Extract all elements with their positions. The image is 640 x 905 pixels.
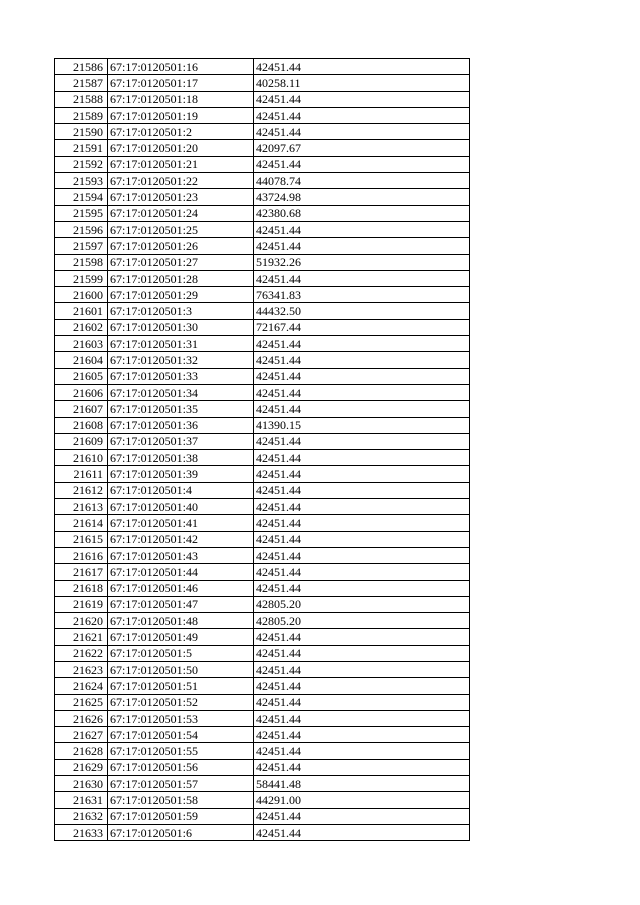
table-row <box>55 499 470 515</box>
row-number-cell: 21633 <box>55 824 108 840</box>
cadastral-number-cell: 67:17:0120501:42 <box>108 531 254 547</box>
cadastral-number-cell: 67:17:0120501:19 <box>108 107 254 123</box>
table-row <box>55 808 470 824</box>
row-number-cell: 21621 <box>55 629 108 645</box>
cadastral-number-cell: 67:17:0120501:5 <box>108 645 254 661</box>
value-cell: 40258.11 <box>254 75 470 91</box>
value-cell: 58441.48 <box>254 776 470 792</box>
table-row <box>55 450 470 466</box>
row-number-cell: 21607 <box>55 401 108 417</box>
value-cell: 42451.44 <box>254 401 470 417</box>
value-cell: 42451.44 <box>254 270 470 286</box>
table-row <box>55 205 470 221</box>
cadastral-number-cell: 67:17:0120501:31 <box>108 336 254 352</box>
value-cell: 42451.44 <box>254 824 470 840</box>
cadastral-number-cell: 67:17:0120501:33 <box>108 368 254 384</box>
value-cell: 42451.44 <box>254 645 470 661</box>
row-number-cell: 21588 <box>55 91 108 107</box>
value-cell: 42805.20 <box>254 596 470 612</box>
table-row <box>55 776 470 792</box>
cadastral-number-cell: 67:17:0120501:38 <box>108 450 254 466</box>
row-number-cell: 21587 <box>55 75 108 91</box>
row-number-cell: 21602 <box>55 319 108 335</box>
cadastral-number-cell: 67:17:0120501:37 <box>108 433 254 449</box>
value-cell: 42451.44 <box>254 124 470 140</box>
cadastral-number-cell: 67:17:0120501:48 <box>108 613 254 629</box>
value-cell: 42451.44 <box>254 743 470 759</box>
cadastral-number-cell: 67:17:0120501:55 <box>108 743 254 759</box>
table-row <box>55 417 470 433</box>
cadastral-number-cell: 67:17:0120501:47 <box>108 596 254 612</box>
value-cell: 42451.44 <box>254 384 470 400</box>
value-cell: 42451.44 <box>254 336 470 352</box>
row-number-cell: 21630 <box>55 776 108 792</box>
table-row <box>55 287 470 303</box>
table-row <box>55 564 470 580</box>
table-row <box>55 482 470 498</box>
cadastral-number-cell: 67:17:0120501:18 <box>108 91 254 107</box>
row-number-cell: 21632 <box>55 808 108 824</box>
cadastral-number-cell: 67:17:0120501:17 <box>108 75 254 91</box>
table-row <box>55 303 470 319</box>
row-number-cell: 21592 <box>55 156 108 172</box>
value-cell: 51932.26 <box>254 254 470 270</box>
value-cell: 41390.15 <box>254 417 470 433</box>
row-number-cell: 21612 <box>55 482 108 498</box>
value-cell: 42451.44 <box>254 238 470 254</box>
row-number-cell: 21616 <box>55 547 108 563</box>
cadastral-number-cell: 67:17:0120501:44 <box>108 564 254 580</box>
cadastral-number-cell: 67:17:0120501:56 <box>108 759 254 775</box>
cadastral-number-cell: 67:17:0120501:28 <box>108 270 254 286</box>
cadastral-number-cell: 67:17:0120501:43 <box>108 547 254 563</box>
row-number-cell: 21603 <box>55 336 108 352</box>
table-row <box>55 173 470 189</box>
row-number-cell: 21628 <box>55 743 108 759</box>
value-cell: 42451.44 <box>254 433 470 449</box>
table-row <box>55 759 470 775</box>
value-cell: 42451.44 <box>254 808 470 824</box>
cadastral-number-cell: 67:17:0120501:58 <box>108 792 254 808</box>
table-row <box>55 613 470 629</box>
value-cell: 42451.44 <box>254 156 470 172</box>
value-cell: 76341.83 <box>254 287 470 303</box>
cadastral-number-cell: 67:17:0120501:29 <box>108 287 254 303</box>
value-cell: 42451.44 <box>254 91 470 107</box>
value-cell: 42097.67 <box>254 140 470 156</box>
cadastral-number-cell: 67:17:0120501:25 <box>108 221 254 237</box>
cadastral-number-cell: 67:17:0120501:36 <box>108 417 254 433</box>
row-number-cell: 21600 <box>55 287 108 303</box>
table-row <box>55 384 470 400</box>
table-row <box>55 270 470 286</box>
table-row <box>55 433 470 449</box>
table-row <box>55 596 470 612</box>
table-row <box>55 466 470 482</box>
value-cell: 42451.44 <box>254 759 470 775</box>
cadastral-number-cell: 67:17:0120501:59 <box>108 808 254 824</box>
row-number-cell: 21610 <box>55 450 108 466</box>
cadastral-number-cell: 67:17:0120501:34 <box>108 384 254 400</box>
value-cell: 42451.44 <box>254 547 470 563</box>
row-number-cell: 21631 <box>55 792 108 808</box>
value-cell: 42380.68 <box>254 205 470 221</box>
cadastral-number-cell: 67:17:0120501:53 <box>108 710 254 726</box>
cadastral-number-cell: 67:17:0120501:50 <box>108 661 254 677</box>
cadastral-number-cell: 67:17:0120501:41 <box>108 515 254 531</box>
value-cell: 44078.74 <box>254 173 470 189</box>
cadastral-number-cell: 67:17:0120501:22 <box>108 173 254 189</box>
value-cell: 42451.44 <box>254 710 470 726</box>
table-row <box>55 547 470 563</box>
table-row <box>55 75 470 91</box>
value-cell: 42451.44 <box>254 221 470 237</box>
row-number-cell: 21608 <box>55 417 108 433</box>
table-row <box>55 189 470 205</box>
row-number-cell: 21609 <box>55 433 108 449</box>
value-cell: 42805.20 <box>254 613 470 629</box>
cadastral-number-cell: 67:17:0120501:6 <box>108 824 254 840</box>
table-row <box>55 727 470 743</box>
cadastral-number-cell: 67:17:0120501:57 <box>108 776 254 792</box>
row-number-cell: 21595 <box>55 205 108 221</box>
table-row <box>55 319 470 335</box>
cadastral-number-cell: 67:17:0120501:51 <box>108 678 254 694</box>
row-number-cell: 21619 <box>55 596 108 612</box>
data-table <box>54 58 470 841</box>
row-number-cell: 21598 <box>55 254 108 270</box>
table-row <box>55 401 470 417</box>
row-number-cell: 21596 <box>55 221 108 237</box>
row-number-cell: 21624 <box>55 678 108 694</box>
row-number-cell: 21629 <box>55 759 108 775</box>
cadastral-number-cell: 67:17:0120501:49 <box>108 629 254 645</box>
table-row <box>55 124 470 140</box>
cadastral-number-cell: 67:17:0120501:39 <box>108 466 254 482</box>
value-cell: 72167.44 <box>254 319 470 335</box>
table-row <box>55 368 470 384</box>
row-number-cell: 21614 <box>55 515 108 531</box>
row-number-cell: 21623 <box>55 661 108 677</box>
table-row <box>55 710 470 726</box>
value-cell: 42451.44 <box>254 678 470 694</box>
value-cell: 42451.44 <box>254 629 470 645</box>
row-number-cell: 21604 <box>55 352 108 368</box>
value-cell: 43724.98 <box>254 189 470 205</box>
cadastral-number-cell: 67:17:0120501:4 <box>108 482 254 498</box>
table-row <box>55 254 470 270</box>
row-number-cell: 21615 <box>55 531 108 547</box>
row-number-cell: 21627 <box>55 727 108 743</box>
table-row <box>55 678 470 694</box>
table-row <box>55 156 470 172</box>
row-number-cell: 21601 <box>55 303 108 319</box>
cadastral-number-cell: 67:17:0120501:52 <box>108 694 254 710</box>
row-number-cell: 21589 <box>55 107 108 123</box>
row-number-cell: 21590 <box>55 124 108 140</box>
table-row <box>55 531 470 547</box>
value-cell: 42451.44 <box>254 515 470 531</box>
value-cell: 42451.44 <box>254 727 470 743</box>
value-cell: 44291.00 <box>254 792 470 808</box>
cadastral-number-cell: 67:17:0120501:3 <box>108 303 254 319</box>
table-row <box>55 352 470 368</box>
table-body <box>55 59 470 841</box>
table-row <box>55 661 470 677</box>
value-cell: 42451.44 <box>254 59 470 75</box>
cadastral-number-cell: 67:17:0120501:21 <box>108 156 254 172</box>
table-row <box>55 645 470 661</box>
cadastral-number-cell: 67:17:0120501:40 <box>108 499 254 515</box>
table-row <box>55 221 470 237</box>
row-number-cell: 21586 <box>55 59 108 75</box>
table-row <box>55 238 470 254</box>
value-cell: 42451.44 <box>254 499 470 515</box>
value-cell: 42451.44 <box>254 564 470 580</box>
row-number-cell: 21618 <box>55 580 108 596</box>
table-row <box>55 629 470 645</box>
value-cell: 42451.44 <box>254 482 470 498</box>
table-row <box>55 515 470 531</box>
row-number-cell: 21620 <box>55 613 108 629</box>
row-number-cell: 21611 <box>55 466 108 482</box>
cadastral-number-cell: 67:17:0120501:27 <box>108 254 254 270</box>
table-row <box>55 336 470 352</box>
table-row <box>55 140 470 156</box>
row-number-cell: 21594 <box>55 189 108 205</box>
value-cell: 42451.44 <box>254 450 470 466</box>
row-number-cell: 21605 <box>55 368 108 384</box>
table-row <box>55 792 470 808</box>
table-row <box>55 59 470 75</box>
row-number-cell: 21591 <box>55 140 108 156</box>
value-cell: 42451.44 <box>254 661 470 677</box>
cadastral-number-cell: 67:17:0120501:35 <box>108 401 254 417</box>
value-cell: 42451.44 <box>254 368 470 384</box>
cadastral-number-cell: 67:17:0120501:54 <box>108 727 254 743</box>
row-number-cell: 21597 <box>55 238 108 254</box>
table-row <box>55 694 470 710</box>
row-number-cell: 21617 <box>55 564 108 580</box>
cadastral-number-cell: 67:17:0120501:46 <box>108 580 254 596</box>
row-number-cell: 21626 <box>55 710 108 726</box>
row-number-cell: 21622 <box>55 645 108 661</box>
cadastral-number-cell: 67:17:0120501:24 <box>108 205 254 221</box>
value-cell: 44432.50 <box>254 303 470 319</box>
value-cell: 42451.44 <box>254 694 470 710</box>
value-cell: 42451.44 <box>254 531 470 547</box>
table-row <box>55 743 470 759</box>
row-number-cell: 21613 <box>55 499 108 515</box>
table-row <box>55 91 470 107</box>
value-cell: 42451.44 <box>254 352 470 368</box>
cadastral-number-cell: 67:17:0120501:20 <box>108 140 254 156</box>
cadastral-number-cell: 67:17:0120501:26 <box>108 238 254 254</box>
value-cell: 42451.44 <box>254 580 470 596</box>
value-cell: 42451.44 <box>254 466 470 482</box>
value-cell: 42451.44 <box>254 107 470 123</box>
cadastral-number-cell: 67:17:0120501:16 <box>108 59 254 75</box>
row-number-cell: 21593 <box>55 173 108 189</box>
table-row <box>55 107 470 123</box>
row-number-cell: 21606 <box>55 384 108 400</box>
cadastral-number-cell: 67:17:0120501:32 <box>108 352 254 368</box>
table-row <box>55 824 470 840</box>
cadastral-number-cell: 67:17:0120501:23 <box>108 189 254 205</box>
cadastral-number-cell: 67:17:0120501:30 <box>108 319 254 335</box>
row-number-cell: 21625 <box>55 694 108 710</box>
row-number-cell: 21599 <box>55 270 108 286</box>
cadastral-number-cell: 67:17:0120501:2 <box>108 124 254 140</box>
table-row <box>55 580 470 596</box>
